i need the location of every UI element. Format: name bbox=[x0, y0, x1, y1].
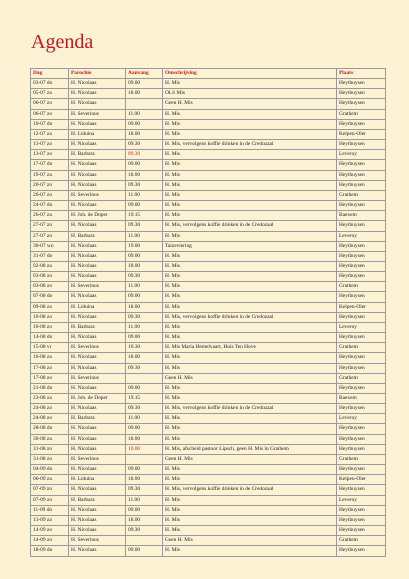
cell-omschrijving: H. Mis, vervolgens koffie drinken in de Credozaal bbox=[163, 221, 337, 231]
cell-parochie: H. Nicolaas bbox=[69, 160, 126, 170]
cell-dag: 10-08 zo bbox=[31, 322, 69, 332]
cell-dag: 12-07 za bbox=[31, 129, 69, 139]
cell-dag: 09-08 za bbox=[31, 302, 69, 312]
table-row bbox=[31, 170, 386, 180]
cell-aanvang: 18.00 bbox=[126, 302, 163, 312]
cell-dag: 05-07 za bbox=[31, 89, 69, 99]
cell-omschrijving: H. Mis bbox=[163, 190, 337, 200]
cell-parochie: H. Barbara bbox=[69, 322, 126, 332]
cell-dag: 20-07 zo bbox=[31, 190, 69, 200]
page-title: Agenda bbox=[31, 31, 94, 53]
cell-plaats: Heythuysen bbox=[337, 89, 386, 99]
cell-omschrijving: Taizeviering bbox=[163, 241, 337, 251]
cell-omschrijving: H. Mis bbox=[163, 282, 337, 292]
cell-parochie: H. Barbara bbox=[69, 414, 126, 424]
cell-dag: 31-08 zo bbox=[31, 444, 69, 454]
cell-plaats: Heythuysen bbox=[337, 201, 386, 211]
table-row bbox=[31, 180, 386, 190]
cell-parochie: H. Severinus bbox=[69, 282, 126, 292]
cell-aanvang: 18.00 bbox=[126, 129, 163, 139]
cell-plaats: Heythuysen bbox=[337, 424, 386, 434]
cell-dag: 20-07 zo bbox=[31, 180, 69, 190]
cell-plaats: Leveroy bbox=[337, 322, 386, 332]
cell-plaats: Leveroy bbox=[337, 414, 386, 424]
cell-aanvang: 09.30 bbox=[126, 404, 163, 414]
cell-parochie: H. Nicolaas bbox=[69, 526, 126, 536]
cell-omschrijving: H. Mis bbox=[163, 211, 337, 221]
cell-omschrijving: H. Mis bbox=[163, 292, 337, 302]
cell-dag: 26-07 za bbox=[31, 211, 69, 221]
cell-plaats: Grathem bbox=[337, 282, 386, 292]
cell-dag: 24-08 zo bbox=[31, 404, 69, 414]
cell-aanvang: 09.30 bbox=[126, 221, 163, 231]
cell-aanvang: 09.30 bbox=[126, 363, 163, 373]
cell-plaats: Heythuysen bbox=[337, 261, 386, 271]
column-header-plaats: Plaats bbox=[337, 69, 386, 79]
table-row bbox=[31, 424, 386, 434]
cell-omschrijving: H. Mis bbox=[163, 231, 337, 241]
cell-dag: 07-09 zo bbox=[31, 495, 69, 505]
table-row bbox=[31, 343, 386, 353]
cell-dag: 13-07 zo bbox=[31, 140, 69, 150]
cell-plaats: Heythuysen bbox=[337, 221, 386, 231]
cell-omschrijving: H. Mis bbox=[163, 475, 337, 485]
cell-parochie: H. Liduina bbox=[69, 129, 126, 139]
table-row bbox=[31, 109, 386, 119]
cell-omschrijving: H. Mis bbox=[163, 515, 337, 525]
table-row bbox=[31, 394, 386, 404]
cell-plaats: Heythuysen bbox=[337, 546, 386, 556]
cell-omschrijving: H. Mis bbox=[163, 322, 337, 332]
cell-omschrijving: H. Mis bbox=[163, 495, 337, 505]
cell-aanvang: 10.30 bbox=[126, 343, 163, 353]
table-row bbox=[31, 190, 386, 200]
cell-omschrijving: H. Mis bbox=[163, 394, 337, 404]
cell-dag: 03-08 zo bbox=[31, 282, 69, 292]
table-row bbox=[31, 353, 386, 363]
cell-plaats: Heythuysen bbox=[337, 119, 386, 129]
cell-dag: 10-08 zo bbox=[31, 312, 69, 322]
cell-aanvang: 09.00 bbox=[126, 505, 163, 515]
cell-dag: 17-08 zo bbox=[31, 373, 69, 383]
cell-aanvang: 09.00 bbox=[126, 383, 163, 393]
cell-plaats: Heythuysen bbox=[337, 79, 386, 89]
cell-dag: 03-07 do bbox=[31, 79, 69, 89]
cell-plaats: Leveroy bbox=[337, 150, 386, 160]
cell-omschrijving: H. Mis bbox=[163, 201, 337, 211]
column-header-omschrijving: Omschrijving bbox=[163, 69, 337, 79]
cell-omschrijving: H. Mis bbox=[163, 150, 337, 160]
cell-parochie: H. Nicolaas bbox=[69, 140, 126, 150]
cell-dag: 03-08 zo bbox=[31, 272, 69, 282]
table-row bbox=[31, 99, 386, 109]
cell-dag: 15-08 vr bbox=[31, 343, 69, 353]
cell-dag: 28-08 do bbox=[31, 424, 69, 434]
cell-parochie: H. Severinus bbox=[69, 109, 126, 119]
cell-omschrijving: H. Mis bbox=[163, 170, 337, 180]
cell-dag: 13-09 za bbox=[31, 515, 69, 525]
table-row bbox=[31, 150, 386, 160]
cell-parochie: H. Nicolaas bbox=[69, 201, 126, 211]
cell-plaats: Heythuysen bbox=[337, 383, 386, 393]
cell-parochie: H. Joh. de Doper bbox=[69, 211, 126, 221]
table-row bbox=[31, 272, 386, 282]
cell-aanvang bbox=[126, 99, 163, 109]
cell-aanvang: 19.15 bbox=[126, 211, 163, 221]
cell-plaats: Grathem bbox=[337, 109, 386, 119]
cell-aanvang: 11.00 bbox=[126, 322, 163, 332]
cell-plaats: Baexem bbox=[337, 211, 386, 221]
cell-parochie: H. Nicolaas bbox=[69, 515, 126, 525]
cell-omschrijving: H. Mis, vervolgens koffie drinken in de Credozaal bbox=[163, 312, 337, 322]
table-row bbox=[31, 363, 386, 373]
table-row bbox=[31, 211, 386, 221]
cell-omschrijving: H. Mis Maria Hemelvaart, Huis Ten Hove bbox=[163, 343, 337, 353]
cell-omschrijving: H. Mis bbox=[163, 180, 337, 190]
cell-parochie: H. Nicolaas bbox=[69, 505, 126, 515]
cell-plaats: Grathem bbox=[337, 373, 386, 383]
cell-dag: 27-07 zo bbox=[31, 221, 69, 231]
cell-aanvang: 11.00 bbox=[126, 109, 163, 119]
cell-aanvang bbox=[126, 536, 163, 546]
cell-aanvang: 09.00 bbox=[126, 160, 163, 170]
cell-parochie: H. Nicolaas bbox=[69, 465, 126, 475]
cell-plaats: Heythuysen bbox=[337, 353, 386, 363]
cell-dag: 24-07 do bbox=[31, 201, 69, 211]
cell-aanvang: 09.00 bbox=[126, 465, 163, 475]
cell-omschrijving: H. Mis bbox=[163, 383, 337, 393]
table-row bbox=[31, 515, 386, 525]
cell-plaats: Grathem bbox=[337, 536, 386, 546]
cell-parochie: H. Nicolaas bbox=[69, 404, 126, 414]
table-row bbox=[31, 322, 386, 332]
table-row bbox=[31, 292, 386, 302]
cell-dag: 10-07 do bbox=[31, 119, 69, 129]
cell-aanvang: 18.00 bbox=[126, 353, 163, 363]
cell-dag: 13-07 zo bbox=[31, 150, 69, 160]
cell-dag: 19-07 za bbox=[31, 170, 69, 180]
table-row bbox=[31, 454, 386, 464]
table-row bbox=[31, 495, 386, 505]
cell-aanvang bbox=[126, 373, 163, 383]
cell-aanvang: 09.00 bbox=[126, 251, 163, 261]
cell-parochie: H. Nicolaas bbox=[69, 241, 126, 251]
cell-dag: 16-08 za bbox=[31, 353, 69, 363]
cell-dag: 21-08 do bbox=[31, 383, 69, 393]
cell-omschrijving: Geen H. Mis bbox=[163, 373, 337, 383]
table-header-row bbox=[31, 69, 386, 79]
table-row bbox=[31, 79, 386, 89]
table-row bbox=[31, 241, 386, 251]
cell-plaats: Leveroy bbox=[337, 495, 386, 505]
cell-plaats: Heythuysen bbox=[337, 99, 386, 109]
cell-aanvang bbox=[126, 454, 163, 464]
table-row bbox=[31, 465, 386, 475]
cell-aanvang: 09.30 bbox=[126, 180, 163, 190]
cell-plaats: Kelpen-Oler bbox=[337, 475, 386, 485]
cell-parochie: H. Nicolaas bbox=[69, 272, 126, 282]
cell-dag: 31-07 do bbox=[31, 251, 69, 261]
cell-parochie: H. Nicolaas bbox=[69, 292, 126, 302]
table-row bbox=[31, 231, 386, 241]
table-row bbox=[31, 160, 386, 170]
cell-aanvang: 11.00 bbox=[126, 190, 163, 200]
cell-aanvang: 18.00 bbox=[126, 475, 163, 485]
cell-parochie: H. Nicolaas bbox=[69, 546, 126, 556]
cell-parochie: H. Liduina bbox=[69, 302, 126, 312]
agenda-table bbox=[30, 68, 386, 557]
cell-aanvang: 11.00 bbox=[126, 282, 163, 292]
cell-aanvang: 09.00 bbox=[126, 201, 163, 211]
cell-plaats: Grathem bbox=[337, 190, 386, 200]
column-header-parochie: Parochie bbox=[69, 69, 126, 79]
cell-aanvang: 10.00 bbox=[126, 444, 163, 454]
cell-omschrijving: H. Mis bbox=[163, 261, 337, 271]
cell-omschrijving: Geen H. Mis bbox=[163, 536, 337, 546]
cell-plaats: Kelpen-Oler bbox=[337, 302, 386, 312]
cell-plaats: Heythuysen bbox=[337, 485, 386, 495]
cell-dag: 17-08 zo bbox=[31, 363, 69, 373]
cell-dag: 14-09 zo bbox=[31, 536, 69, 546]
cell-omschrijving: H. Mis bbox=[163, 302, 337, 312]
table-row bbox=[31, 505, 386, 515]
table-row bbox=[31, 475, 386, 485]
cell-dag: 06-07 zo bbox=[31, 99, 69, 109]
column-header-dag: Dag bbox=[31, 69, 69, 79]
cell-aanvang: 11.00 bbox=[126, 495, 163, 505]
cell-aanvang: 11.00 bbox=[126, 414, 163, 424]
cell-dag: 14-09 zo bbox=[31, 526, 69, 536]
cell-dag: 17-07 do bbox=[31, 160, 69, 170]
cell-dag: 07-09 zo bbox=[31, 485, 69, 495]
cell-omschrijving: H. Mis bbox=[163, 333, 337, 343]
table-row bbox=[31, 221, 386, 231]
cell-parochie: H. Nicolaas bbox=[69, 99, 126, 109]
cell-parochie: H. Nicolaas bbox=[69, 312, 126, 322]
cell-omschrijving: Geen H. Mis bbox=[163, 454, 337, 464]
cell-aanvang: 09.00 bbox=[126, 119, 163, 129]
cell-omschrijving: H. Mis bbox=[163, 465, 337, 475]
cell-parochie: H. Nicolaas bbox=[69, 424, 126, 434]
cell-aanvang: 09.00 bbox=[126, 546, 163, 556]
cell-aanvang: 18.00 bbox=[126, 89, 163, 99]
cell-parochie: H. Nicolaas bbox=[69, 434, 126, 444]
cell-parochie: H. Nicolaas bbox=[69, 119, 126, 129]
cell-omschrijving: H. Mis bbox=[163, 109, 337, 119]
cell-dag: 30-07 wo bbox=[31, 241, 69, 251]
cell-parochie: H. Nicolaas bbox=[69, 333, 126, 343]
cell-plaats: Heythuysen bbox=[337, 170, 386, 180]
cell-parochie: H. Severinus bbox=[69, 454, 126, 464]
cell-omschrijving: H. Mis bbox=[163, 272, 337, 282]
table-row bbox=[31, 444, 386, 454]
cell-plaats: Heythuysen bbox=[337, 272, 386, 282]
table-row bbox=[31, 526, 386, 536]
table-row bbox=[31, 140, 386, 150]
cell-dag: 14-08 do bbox=[31, 333, 69, 343]
cell-parochie: H. Severinus bbox=[69, 373, 126, 383]
cell-omschrijving: H. Mis, vervolgens koffie drinken in de Credozaal bbox=[163, 404, 337, 414]
table-row bbox=[31, 312, 386, 322]
cell-parochie: H. Joh. de Doper bbox=[69, 394, 126, 404]
cell-omschrijving: H. Mis bbox=[163, 363, 337, 373]
cell-dag: 31-08 zo bbox=[31, 454, 69, 464]
table-row bbox=[31, 414, 386, 424]
cell-parochie: H. Barbara bbox=[69, 150, 126, 160]
cell-omschrijving: H. Mis bbox=[163, 353, 337, 363]
cell-parochie: H. Nicolaas bbox=[69, 79, 126, 89]
cell-aanvang: 11.00 bbox=[126, 231, 163, 241]
cell-aanvang: 09.00 bbox=[126, 79, 163, 89]
cell-aanvang: 09.00 bbox=[126, 424, 163, 434]
cell-aanvang: 18.00 bbox=[126, 170, 163, 180]
cell-parochie: H. Nicolaas bbox=[69, 261, 126, 271]
cell-dag: 07-08 do bbox=[31, 292, 69, 302]
cell-omschrijving: H. Mis bbox=[163, 546, 337, 556]
cell-plaats: Heythuysen bbox=[337, 434, 386, 444]
cell-plaats: Grathem bbox=[337, 454, 386, 464]
cell-parochie: H. Nicolaas bbox=[69, 170, 126, 180]
cell-parochie: H. Nicolaas bbox=[69, 221, 126, 231]
table-row bbox=[31, 119, 386, 129]
cell-omschrijving: H. Mis bbox=[163, 414, 337, 424]
cell-plaats: Heythuysen bbox=[337, 404, 386, 414]
table-row bbox=[31, 129, 386, 139]
cell-aanvang: 19.15 bbox=[126, 394, 163, 404]
cell-plaats: Grathem bbox=[337, 343, 386, 353]
cell-omschrijving: H. Mis bbox=[163, 251, 337, 261]
cell-dag: 06-07 zo bbox=[31, 109, 69, 119]
table-row bbox=[31, 404, 386, 414]
cell-omschrijving: H. Mis bbox=[163, 119, 337, 129]
cell-plaats: Heythuysen bbox=[337, 515, 386, 525]
cell-parochie: H. Nicolaas bbox=[69, 89, 126, 99]
cell-omschrijving: OLS Mis bbox=[163, 89, 337, 99]
cell-parochie: H. Nicolaas bbox=[69, 363, 126, 373]
table-row bbox=[31, 333, 386, 343]
cell-parochie: H. Nicolaas bbox=[69, 353, 126, 363]
cell-aanvang: 09.00 bbox=[126, 333, 163, 343]
table-row bbox=[31, 261, 386, 271]
cell-omschrijving: H. Mis bbox=[163, 434, 337, 444]
table-row bbox=[31, 434, 386, 444]
cell-aanvang: 09.30 bbox=[126, 140, 163, 150]
cell-aanvang: 09.30 bbox=[126, 272, 163, 282]
cell-omschrijving: H. Mis bbox=[163, 129, 337, 139]
cell-plaats: Heythuysen bbox=[337, 444, 386, 454]
cell-dag: 04-09 do bbox=[31, 465, 69, 475]
cell-omschrijving: Geen H. Mis bbox=[163, 99, 337, 109]
cell-dag: 30-08 za bbox=[31, 434, 69, 444]
table-row bbox=[31, 89, 386, 99]
cell-parochie: H. Severinus bbox=[69, 343, 126, 353]
table-row bbox=[31, 536, 386, 546]
cell-plaats: Heythuysen bbox=[337, 180, 386, 190]
cell-plaats: Heythuysen bbox=[337, 526, 386, 536]
cell-parochie: H. Nicolaas bbox=[69, 251, 126, 261]
cell-plaats: Heythuysen bbox=[337, 363, 386, 373]
cell-dag: 02-08 za bbox=[31, 261, 69, 271]
table-row bbox=[31, 485, 386, 495]
table-row bbox=[31, 282, 386, 292]
cell-plaats: Heythuysen bbox=[337, 241, 386, 251]
cell-omschrijving: H. Mis bbox=[163, 505, 337, 515]
table-row bbox=[31, 201, 386, 211]
cell-omschrijving: H. Mis bbox=[163, 79, 337, 89]
cell-parochie: H. Barbara bbox=[69, 231, 126, 241]
cell-parochie: H. Severinus bbox=[69, 536, 126, 546]
cell-aanvang: 09.30 bbox=[126, 485, 163, 495]
cell-plaats: Heythuysen bbox=[337, 251, 386, 261]
table-row bbox=[31, 383, 386, 393]
table-body bbox=[31, 79, 386, 556]
cell-plaats: Heythuysen bbox=[337, 312, 386, 322]
cell-aanvang: 09.30 bbox=[126, 526, 163, 536]
cell-omschrijving: H. Mis bbox=[163, 526, 337, 536]
cell-aanvang: 19.00 bbox=[126, 241, 163, 251]
cell-parochie: H. Severinus bbox=[69, 190, 126, 200]
cell-plaats: Heythuysen bbox=[337, 140, 386, 150]
cell-plaats: Heythuysen bbox=[337, 160, 386, 170]
table-row bbox=[31, 546, 386, 556]
cell-plaats: Heythuysen bbox=[337, 333, 386, 343]
cell-parochie: H. Nicolaas bbox=[69, 485, 126, 495]
cell-dag: 23-08 za bbox=[31, 394, 69, 404]
cell-omschrijving: H. Mis, vervolgens koffie drinken in de Credozaal bbox=[163, 485, 337, 495]
cell-aanvang: 18.00 bbox=[126, 261, 163, 271]
cell-aanvang: 09.30 bbox=[126, 150, 163, 160]
cell-omschrijving: H. Mis, afscheid pastoor Lipsch, geen H. Mis in Grathem bbox=[163, 444, 337, 454]
cell-aanvang: 09.30 bbox=[126, 312, 163, 322]
cell-plaats: Kelpen-Oler bbox=[337, 129, 386, 139]
table-row bbox=[31, 373, 386, 383]
cell-plaats: Baexem bbox=[337, 394, 386, 404]
cell-dag: 11-09 do bbox=[31, 505, 69, 515]
cell-parochie: H. Nicolaas bbox=[69, 444, 126, 454]
cell-parochie: H. Nicolaas bbox=[69, 180, 126, 190]
cell-parochie: H. Liduina bbox=[69, 475, 126, 485]
cell-omschrijving: H. Mis bbox=[163, 160, 337, 170]
cell-omschrijving: H. Mis, vervolgens koffie drinken in de Credozaal bbox=[163, 140, 337, 150]
cell-plaats: Heythuysen bbox=[337, 465, 386, 475]
cell-plaats: Heythuysen bbox=[337, 292, 386, 302]
cell-plaats: Heythuysen bbox=[337, 505, 386, 515]
cell-dag: 27-07 zo bbox=[31, 231, 69, 241]
column-header-aanvang: Aanvang bbox=[126, 69, 163, 79]
cell-aanvang: 18.00 bbox=[126, 434, 163, 444]
cell-aanvang: 18.00 bbox=[126, 515, 163, 525]
cell-aanvang: 09.00 bbox=[126, 292, 163, 302]
cell-omschrijving: H. Mis bbox=[163, 424, 337, 434]
cell-dag: 24-08 zo bbox=[31, 414, 69, 424]
cell-parochie: H. Nicolaas bbox=[69, 383, 126, 393]
cell-dag: 18-09 do bbox=[31, 546, 69, 556]
table-row bbox=[31, 302, 386, 312]
cell-dag: 06-09 za bbox=[31, 475, 69, 485]
cell-parochie: H. Barbara bbox=[69, 495, 126, 505]
cell-plaats: Leveroy bbox=[337, 231, 386, 241]
table-row bbox=[31, 251, 386, 261]
